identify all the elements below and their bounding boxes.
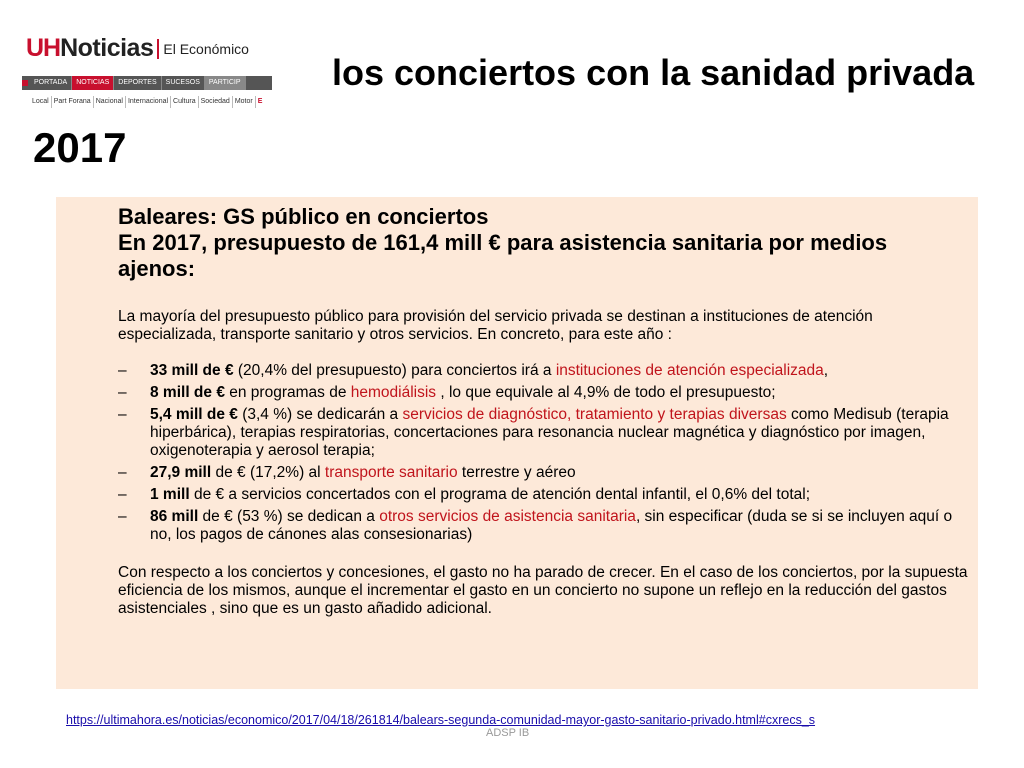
list-item [118, 508, 968, 544]
dash-icon: – [118, 362, 127, 379]
logo-section: El Económico [163, 41, 249, 57]
list-item [118, 406, 968, 460]
item-text: (3,4 %) se dedicarán a [237, 406, 403, 423]
budget-list [118, 362, 968, 544]
newspaper-logo [26, 34, 249, 63]
item-text-end: , [823, 362, 829, 379]
item-text-end: como Medisub (terapia hiperbárica), terapias respiratorias, concertaciones para resonancia nuclear magnética y diagnóstico por imagen, oxigenoterapia y aerosol terapia; [150, 406, 949, 459]
list-item [118, 384, 968, 402]
logo-separator [157, 39, 159, 59]
item-amount: 33 mill de € [150, 362, 234, 379]
subnav-item: Sociedad [199, 96, 233, 108]
footer-label: ADSP IB [486, 727, 530, 739]
item-text-end: , lo que equivale al 4,9% de todo el presupuesto; [436, 384, 776, 401]
source-link[interactable]: https://ultimahora.es/noticias/economico/2017/04/18/261814/balears-segunda-comunidad-mayor-gasto-sanitario-privado.html#cxrecs_s [66, 713, 816, 727]
list-item [118, 362, 968, 380]
item-highlight: otros servicios de asistencia sanitaria [379, 508, 636, 525]
item-highlight: transporte sanitario [324, 464, 458, 481]
nav-bullet-icon [22, 80, 28, 86]
item-highlight: hemodiálisis [350, 384, 437, 401]
nav-item-portada: PORTADA [22, 76, 72, 90]
item-highlight: servicios de diagnóstico, tratamiento y terapias diversas [402, 406, 787, 423]
list-item [118, 486, 968, 504]
content-body [118, 204, 968, 618]
slide-year: 2017 [33, 124, 127, 171]
item-amount: 5,4 mill de € [150, 406, 238, 423]
item-text: de € (17,2%) al [211, 464, 325, 481]
dash-icon: – [118, 384, 127, 401]
item-amount: 8 mill de € [150, 384, 225, 401]
dash-icon: – [118, 464, 127, 481]
nav-item-sucesos: SUCESOS [162, 76, 205, 90]
logo-uh: UH [26, 34, 61, 62]
item-text-end: terrestre y aéreo [457, 464, 576, 481]
newspaper-subnav [30, 96, 275, 108]
subnav-item: Part Forana [52, 96, 94, 108]
item-amount: 1 mill [150, 486, 190, 503]
item-text: de € (53 %) se dedican a [198, 508, 380, 525]
item-text: de € a servicios concertados con el programa de atención dental infantil, el 0,6% del total; [189, 486, 811, 503]
dash-icon: – [118, 486, 127, 503]
content-title-line1: Baleares: GS público en conciertos [118, 204, 489, 229]
item-highlight: instituciones de atención especializada [555, 362, 824, 379]
closing-paragraph: Con respecto a los conciertos y concesiones, el gasto no ha parado de crecer. En el caso de los conciertos, por la supuesta eficiencia de los mismos, aunque el incrementar el gasto en un concierto no supone un reflejo en la reducción del gastos asistenciales , sino que es un gasto añadido adicional. [118, 564, 968, 617]
nav-item-particip: PARTICIP [205, 76, 246, 90]
list-item [118, 464, 968, 482]
slide-heading: los conciertos con la sanidad privada [332, 52, 975, 93]
content-title-line2: En 2017, presupuesto de 161,4 mill € para asistencia sanitaria por medios ajenos: [118, 230, 888, 281]
subnav-item: Cultura [171, 96, 199, 108]
subnav-item: E [257, 98, 263, 105]
item-amount: 86 mill [150, 508, 199, 525]
item-amount: 27,9 mill [150, 464, 212, 481]
item-text: (20,4% del presupuesto) para conciertos irá a [233, 362, 556, 379]
dash-icon: – [118, 508, 127, 525]
newspaper-nav [22, 76, 272, 90]
item-text-end: , sin especificar (duda se si se incluyen aquí o no, los pagos de cánones alas consesionarias) [150, 508, 953, 543]
subnav-item: Internacional [126, 96, 171, 108]
dash-icon: – [118, 406, 127, 423]
item-text: en programas de [224, 384, 351, 401]
nav-item-noticias: NOTICIAS [72, 76, 114, 90]
subnav-item: Motor [233, 96, 256, 108]
nav-item-deportes: DEPORTES [114, 76, 161, 90]
subnav-item: Nacional [94, 96, 126, 108]
intro-paragraph: La mayoría del presupuesto público para provisión del servicio privada se destinan a instituciones de atención especializada, transporte sanitario y otros servicios. En concreto, para este año : [118, 308, 873, 343]
logo-noticias: Noticias [60, 34, 154, 62]
subnav-item: Local [30, 96, 52, 108]
